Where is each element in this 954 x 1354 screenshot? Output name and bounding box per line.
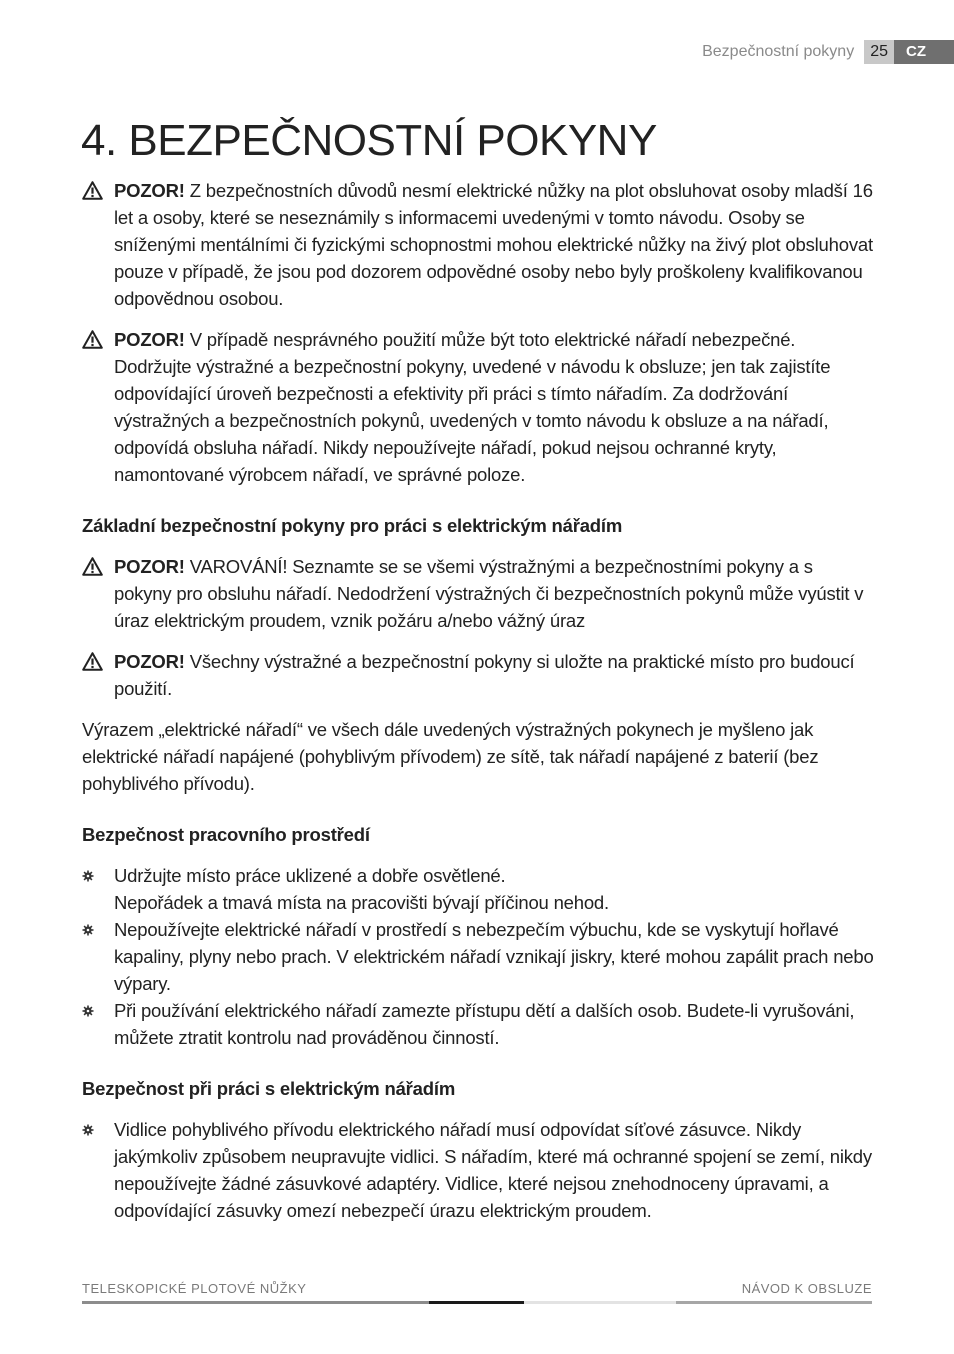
body-paragraph: Výrazem „elektrické nářadí“ ve všech dále uvedených výstražných pokynech je myšleno jak elektrické nářadí napájené (pohyblivým přívodem) ze sítě, tak nářadí napájené z baterií (bez pohyblivého přívodu). [82,719,819,794]
list-item-text: Vidlice pohyblivého přívodu elektrického nářadí musí odpovídat síťové zásuvce. Nikdy jakýmkoliv způsobem neupravujte vidlici. S nářadím, které má ochranné spojení se zemí, nikdy nepoužívejte žádné zásuvkové adaptéry. Vidlice, které nejsou znehodnoceny úpravami, a odpovídající zásuvky omezí nebezpečí úrazu elektrickým proudem. [114,1119,872,1221]
bullet-list [82,1116,874,1224]
warning-triangle-icon [82,181,103,200]
footer-manual-name: NÁVOD K OBSLUZE [741,1281,872,1296]
list-item-text: Nepoužívejte elektrické nářadí v prostředí s nebezpečím výbuchu, kde se vyskytují hořlavé kapaliny, plyny nebo prach. V elektrickém nářadí vznikají jiskry, které mohou zapálit prach nebo výpary. [114,919,874,994]
list-item-text: Při používání elektrického nářadí zamezte přístupu dětí a dalších osob. Budete-li vyrušováni, můžete ztratit kontrolu nad prováděnou činností. [114,1000,855,1048]
warning-block [82,648,874,702]
section-heading: Bezpečnost pracovního prostředí [82,824,370,845]
footer-divider-segment [429,1301,524,1304]
warning-triangle-icon [82,557,103,576]
list-item [82,1116,874,1224]
warning-label: POZOR! [114,180,185,201]
section-heading: Bezpečnost při práci s elektrickým nářadím [82,1078,456,1099]
footer-divider-segment [676,1301,872,1304]
gear-bullet-icon [82,870,94,882]
warning-block [82,326,874,488]
page-number: 25 [864,40,894,64]
warning-triangle-icon [82,652,103,671]
footer-divider [82,1301,872,1304]
bullet-list [82,862,874,1051]
warning-block [82,177,874,312]
gear-bullet-icon [82,924,94,936]
footer-divider-segment [524,1301,676,1304]
warning-label: POZOR! [114,329,185,350]
language-tag: CZ [894,40,954,64]
warning-text: VAROVÁNÍ! Seznamte se se všemi výstražnými a bezpečnostními pokyny a s pokyny pro obsluhu nářadí. Nedodržení výstražných či bezpečnostních pokynů může vyústit v úraz elektrickým proudem, vznik požáru a/nebo vážný úraz [114,556,864,631]
gear-bullet-icon [82,1124,94,1136]
header-section-title: Bezpečnostní pokyny [702,43,855,60]
gear-bullet-icon [82,1005,94,1017]
footer-product-name: TELESKOPICKÉ PLOTOVÉ NŮŽKY [82,1281,307,1296]
list-item-text: Nepořádek a tmavá místa na pracovišti bývají příčinou nehod. [114,892,609,913]
warning-label: POZOR! [114,651,185,672]
page-header [702,40,954,64]
page-content [82,177,874,1224]
footer-divider-segment [82,1301,429,1304]
list-item [82,862,874,916]
warning-text: Z bezpečnostních důvodů nesmí elektrické nůžky na plot obsluhovat osoby mladší 16 let a osoby, které se neseznámily s informacemi uvedenými v tomto návodu. Osoby se sníženými mentálními či fyzickými schopnostmi mohou elektrické nůžky na živý plot obsluhovat pouze v případě, že jsou pod dozorem odpovědné osoby nebo byly proškoleny kvalifikovanou odpovědnou osobou. [114,180,873,309]
warning-triangle-icon [82,330,103,349]
section-heading: Základní bezpečnostní pokyny pro práci s elektrickým nářadím [82,515,623,536]
warning-label: POZOR! [114,556,185,577]
list-item [82,916,874,997]
list-item [82,997,874,1051]
warning-text: V případě nesprávného použití může být toto elektrické nářadí nebezpečné. Dodržujte výstražné a bezpečnostní pokyny, uvedené v návodu k obsluze; jen tak zajistíte odpovídající úroveň bezpečnosti a efektivity při práci s tímto nářadím. Za dodržování výstražných a bezpečnostních pokynů, uvedených v tomto návodu k obsluze a na nářadí, odpovídá obsluha nářadí. Nikdy nepoužívejte nářadí, pokud nejsou ochranné kryty, namontované výrobcem nářadí, ve správné poloze. [114,329,831,485]
warning-block [82,553,874,634]
page-title: 4. BEZPEČNOSTNÍ POKYNY [81,116,657,165]
warning-text: Všechny výstražné a bezpečnostní pokyny si uložte na praktické místo pro budoucí použití. [114,651,855,699]
list-item-text: Udržujte místo práce uklizené a dobře osvětlené. [114,865,506,886]
